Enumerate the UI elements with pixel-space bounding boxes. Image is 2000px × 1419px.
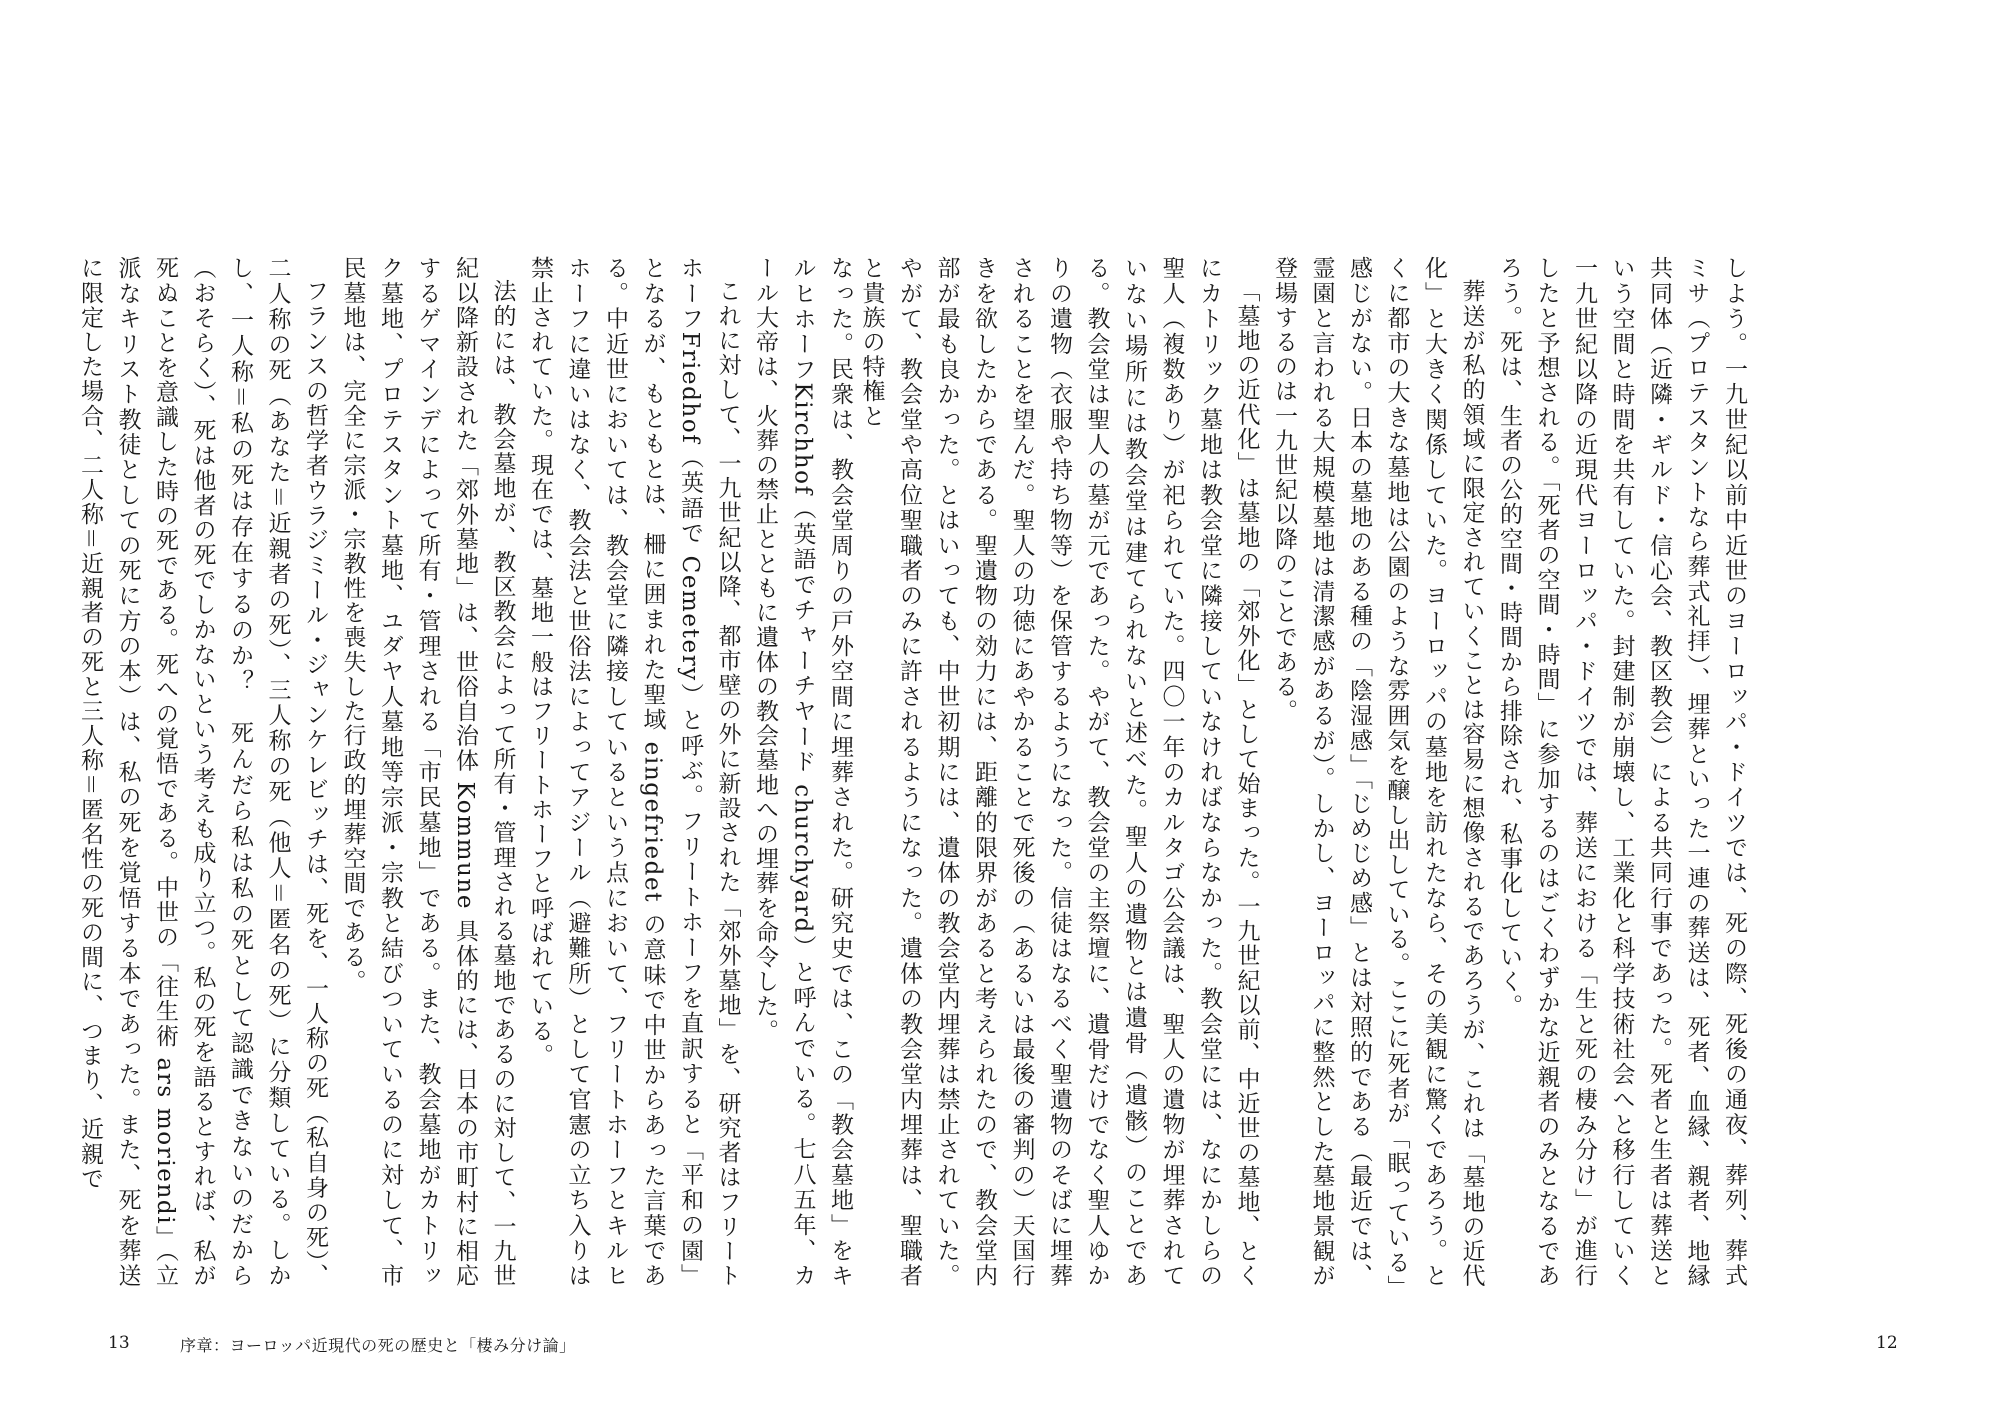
left-paragraph-2: これに対して、一九世紀以降、都市壁の外に新設された「郊外墓地」を、研究者はフリートホーフFriedhof（英語で Cemetery）と呼ぶ。フリートホーフを直訳すると「平和の園」となるが、もともとは、柵に囲まれた聖域 eingefriedet の意味で中世からあった言葉である。中近世においては、教会堂に隣接しているという点において、フリートホーフとキルヒホーフに違いはなく、教会法と世俗法によってアジール（避難所）として官憲の立ち入りは禁止されていた。現在では、墓地一般はフリートホーフと呼ばれている。 xyxy=(527,256,741,1288)
right-paragraph-2: 葬送が私的領域に限定されていくことは容易に想像されるであろうが、これは「墓地の近代化」と大きく関係していた。ヨーロッパの墓地を訪れたなら、その美観に驚くであろう。とくに都市の大きな墓地は公園のような雰囲気を醸し出している。ここに死者が「眠っている」感じがない。日本の墓地のある種の「陰湿感」「じめじめ感」とは対照的である（最近では、霊園と言われる大規模墓地は清潔感があるが）。しかし、ヨーロッパに整然とした墓地景観が登場するのは一九世紀以降のことである。 xyxy=(1271,256,1485,1288)
right-body-text xyxy=(858,256,1752,1288)
running-head: 序章：ヨーロッパ近現代の死の歴史と「棲み分け論」 xyxy=(180,1336,576,1355)
right-paragraph-1: しよう。一九世紀以前中近世のヨーロッパ・ドイツでは、死の際、死後の通夜、葬列、葬式ミサ（プロテスタントなら葬式礼拝）、埋葬といった一連の葬送は、死者、血縁、親者、地縁共同体（近隣・ギルド・信心会、教区教会）による共同行事であった。死者と生者は葬送という空間と時間を共有していた。封建制が崩壊し、工業化と科学技術社会へと移行していく一九世紀以降の近現代ヨーロッパ・ドイツでは、葬送における「生と死の棲み分け」が進行したと予想される。「死者の空間・時間」に参加するのはごくわずかな近親者のみとなるであろう。死は、生者の公的空間・時間から排除され、私事化していく。 xyxy=(1496,256,1747,1288)
right-page xyxy=(858,0,2000,1419)
left-paragraph-1: なった。民衆は、教会堂周りの戸外空間に埋葬された。研究史では、この「教会墓地」をキルヒホーフKirchhof（英語でチャーチヤード churchyard）と呼んでいる。七八五年、カール大帝は、火葬の禁止とともに遺体の教会墓地への埋葬を命令した。 xyxy=(752,256,853,1288)
left-page-number: 13 xyxy=(108,1333,130,1353)
right-page-number: 12 xyxy=(1876,1333,1898,1353)
left-body-text xyxy=(77,256,858,1288)
right-paragraph-3: 「墓地の近代化」は墓地の「郊外化」として始まった。一九世紀以前、中近世の墓地、とくにカトリック墓地は教会堂に隣接していなければならなかった。教会堂には、なにかしらの聖人（複数あり）が祀られていた。四〇一年のカルタゴ公会議は、聖人の遺物が埋葬されていない場所には教会堂は建てられないと述べた。聖人の遺物とは遺骨（遺骸）のことである。教会堂は聖人の墓が元であった。やがて、教会堂の主祭壇に、遺骨だけでなく聖人ゆかりの遺物（衣服や持ち物等）を保管するようになった。信徒はなるべく聖遺物のそばに埋葬されることを望んだ。聖人の功徳にあやかることで死後の（あるいは最後の審判の）天国行きを欲したからである。聖遺物の効力には、距離的限界があると考えられたので、教会堂内部が最も良かった。とはいっても、中世初期には、遺体の教会堂内埋葬は禁止されていた。やがて、教会堂や高位聖職者のみに許されるようになった。遺体の教会堂内埋葬は、聖職者と貴族の特権と xyxy=(858,256,1260,1288)
left-paragraph-3: 法的には、教会墓地が、教区教会によって所有・管理される墓地であるのに対して、一九世紀以降新設された「郊外墓地」は、世俗自治体 Kommune 具体的には、日本の市町村に相応するゲマインデによって所有・管理される「市民墓地」である。また、教会墓地がカトリック墓地、プロテスタント墓地、ユダヤ人墓地等宗派・宗教と結びついているのに対して、市民墓地は、完全に宗派・宗教性を喪失した行政的埋葬空間である。 xyxy=(339,256,516,1288)
left-paragraph-4: フランスの哲学者ウラジミール・ジャンケレビッチは、死を、一人称の死（私自身の死）、二人称の死（あなた＝近親者の死）、三人称の死（他人＝匿名の死）に分類している。しかし、一人称＝私の死は存在するのか？ 死んだら私は私の死として認識できないのだから（おそらく）、死は他者の死でしかないという考えも成り立つ。私の死を語るとすれば、私が死ぬことを意識した時の死である。死への覚悟である。中世の「往生術 ars moriendi」（立派なキリスト教徒としての死に方の本）は、私の死を覚悟する本であった。また、死を葬送に限定した場合、二人称＝近親者の死と三人称＝匿名性の死の間に、つまり、近親で xyxy=(77,256,328,1288)
